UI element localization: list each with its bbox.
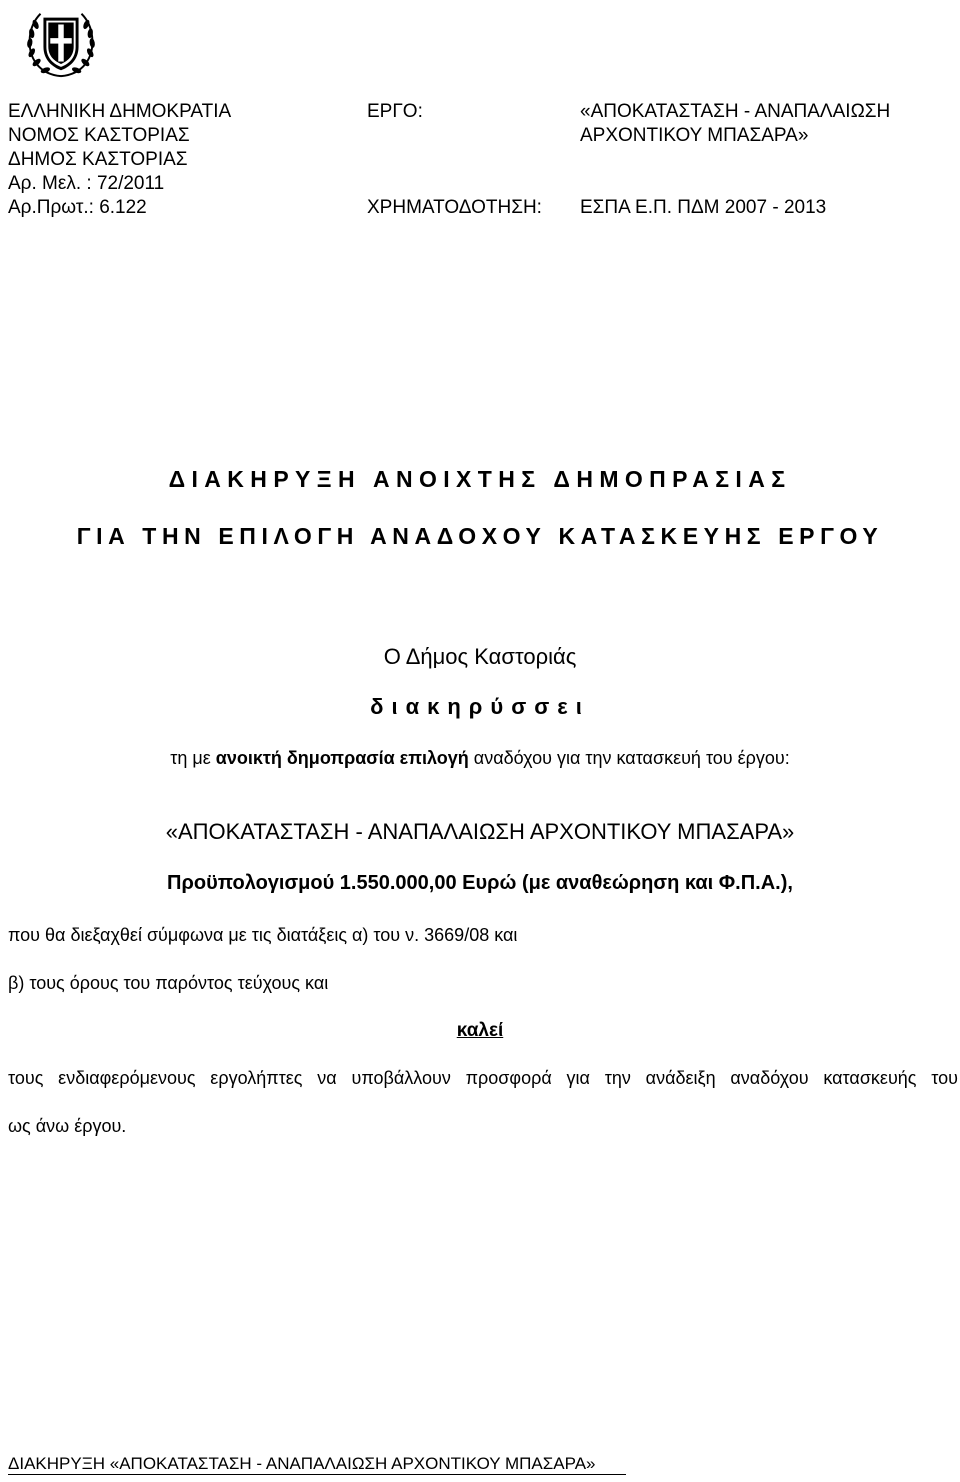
header-project-value-line1: «ΑΠΟΚΑΤΑΣΤΑΣΗ - ΑΝΑΠΑΛΑΙΩΣΗ <box>580 101 891 122</box>
header-project-value-line2: ΑΡΧΟΝΤΙΚΟΥ ΜΠΑΣΑΡΑ» <box>580 125 809 146</box>
body-line-terms: β) τους όρους του παρόντος τεύχους και <box>8 973 329 993</box>
header-project-label: ΕΡΓΟ: <box>367 101 423 122</box>
header-municipality: ΔΗΜΟΣ ΚΑΣΤΟΡΙΑΣ <box>8 149 188 170</box>
header-funding-label: ΧΡΗΜΑΤΟΔΟΤΗΣΗ: <box>367 197 542 218</box>
document-title: ΔΙΑΚΗΡΥΞΗ ΑΝΟΙΧΤΗΣ ΔΗΜΟΠΡΑΣΙΑΣ <box>168 466 792 492</box>
intro-bold: ανοικτή δημοπρασία επιλογή <box>215 748 469 768</box>
intro-post: αναδόχου για την κατασκευή του έργου: <box>468 748 790 768</box>
footer-underline <box>8 1474 626 1475</box>
declares-verb: διακηρύσσει <box>370 694 590 719</box>
body-line-legal: που θα διεξαχθεί σύμφωνα με τις διατάξεις α) του ν. 3669/08 και <box>8 925 518 945</box>
document-subtitle: ΓΙΑ ΤΗΝ ΕΠΙΛΟΓΗ ΑΝΑΔΟΧΟΥ ΚΑΤΑΣΚΕΥΗΣ ΕΡΓΟΥ <box>76 523 884 549</box>
intro-sentence <box>0 748 960 769</box>
header-protocol-number: Αρ.Πρωτ.: 6.122 <box>8 197 147 218</box>
header-country: ΕΛΛΗΝΙΚΗ ΔΗΜΟΚΡΑΤΙΑ <box>8 101 232 122</box>
intro-pre: τη με <box>170 748 216 768</box>
invites-verb: καλεί <box>456 1020 504 1041</box>
header-prefecture: ΝΟΜΟΣ ΚΑΣΤΟΡΙΑΣ <box>8 125 190 146</box>
page-footer: ΔΙΑΚΗΡΥΞΗ «ΑΠΟΚΑΤΑΣΤΑΣΗ - ΑΝΑΠΑΛΑΙΩΣΗ ΑΡΧΟΝΤΙΚΟΥ ΜΠΑΣΑΡΑ» <box>8 1454 596 1473</box>
greek-coat-of-arms-icon <box>22 4 100 82</box>
body-line-invitation: τους ενδιαφερόμενους εργολήπτες να υποβάλλουν προσφορά για την ανάδειξη αναδόχου κατασκευής του <box>8 1068 958 1088</box>
project-title: «ΑΠΟΚΑΤΑΣΤΑΣΗ - ΑΝΑΠΑΛΑΙΩΣΗ ΑΡΧΟΝΤΙΚΟΥ ΜΠΑΣΑΡΑ» <box>165 819 795 844</box>
body-line-end: ως άνω έργου. <box>8 1116 127 1136</box>
header-study-number: Αρ. Μελ. : 72/2011 <box>8 173 165 194</box>
issuing-authority: Ο Δήμος Καστοριάς <box>383 644 577 669</box>
header-funding-value: ΕΣΠΑ Ε.Π. ΠΔΜ 2007 - 2013 <box>580 197 827 218</box>
budget-line: Προϋπολογισμού 1.550.000,00 Ευρώ (με αναθεώρηση και Φ.Π.Α.), <box>167 872 793 894</box>
